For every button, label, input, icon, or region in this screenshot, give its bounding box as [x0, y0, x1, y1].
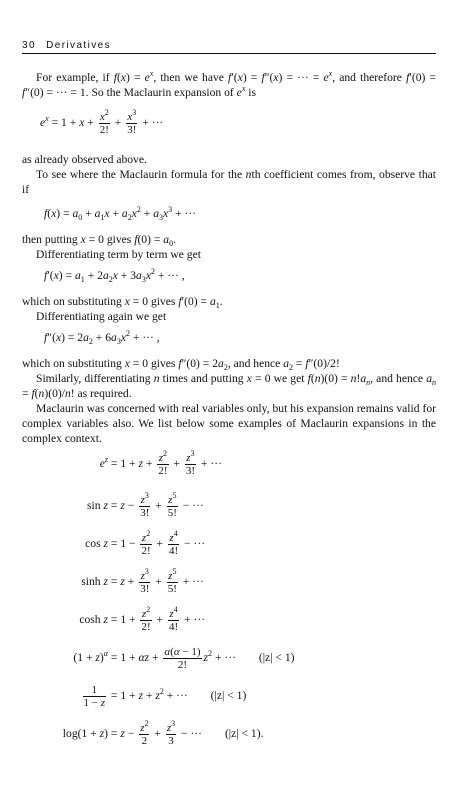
equation-second-derivative: $f''(x) = 2a_2 + 6a_3x^2$ + ··· ,: [44, 329, 160, 346]
series-sin: sin z = z − $\frac{z^3}{3!}$ + $\frac{z^5}{5!}$ − ···: [87, 491, 204, 519]
equation-exp-series: $e^x = 1 + x$ + $\frac{x^2}{2!}$ + $\frac{x^3}{3!}$ + ···: [40, 108, 164, 136]
series-exp-z: $e^z = 1 + z$ + $\frac{z^2}{2!}$ + $\frac{z^3}{3!}$ + ···: [99, 449, 222, 477]
condition-log: (|z| < 1).: [224, 727, 264, 741]
series-geometric: $\frac{1}{1 - z}$ = $1 + z + z^2$ + ··· (|z| < 1): [83, 684, 247, 709]
series-cos: cos z = 1 − $\frac{z^2}{2!}$ + $\frac{z^4}{4!}$ − ···: [85, 529, 206, 557]
condition-geometric: (|z| < 1): [210, 689, 247, 703]
series-sinh: sinh z = z + $\frac{z^3}{3!}$ + $\frac{z^5}{5!}$ + ···: [81, 567, 204, 595]
paragraph-nth-coefficient: To see where the Maclaurin formula for the nth coefficient comes from, observe that if: [22, 168, 436, 196]
condition-binomial: (|z| < 1): [258, 651, 295, 665]
chapter-title: Derivatives: [46, 40, 111, 51]
equation-power-series: $f(x) = a_0 + a_1x + a_2x^2 + a_3x^3$ + ···: [44, 205, 197, 222]
paragraph-complex-context: Maclaurin was concerned with real variables only, but his expansion remains valid for complex variables also. We list below some examples of Maclaurin expansions in the complex context.: [22, 402, 436, 445]
paragraph-putting-zero: then putting x = 0 gives $f(0) = a_0$.: [22, 233, 176, 248]
series-log: log(1 + z) = z − $\frac{z^2}{2}$ + $\frac{z^3}{3}$ − ··· (|z| < 1).: [62, 719, 264, 747]
paragraph-similarly: Similarly, differentiating n times and putting x = 0 we get $f(n)(0) = n!a_n$, and hence $a_n = f(n)(0)/n$! as required.: [22, 372, 437, 400]
math-ex-def: f: [113, 71, 117, 84]
series-binomial: $(1 + z)^\alpha = 1 + \alpha z$ + $\frac{\alpha(\alpha - 1)}{2!}$ $z^2$ + ··· (|z| < 1): [73, 646, 295, 671]
paragraph-subst-second: which on substituting x = 0 gives $f''(0) = 2a_2$, and hence $a_2 = f''(0)/2$!: [22, 357, 340, 372]
running-header: [22, 38, 436, 53]
page-number: 30: [22, 40, 36, 51]
equation-first-derivative: $f'(x) = a_1 + 2a_2x + 3a_3x^2$ + ··· ,: [44, 267, 185, 284]
paragraph-example: For example, if $f(x) = e^x$, then we have f′(x) = f″(x) = ··· = $e^x$, and therefore f′(0) = f″(0) = ··· = 1. So the Maclaurin expansion of $e^x$ is: [22, 69, 437, 99]
paragraph-diff-again: Differentiating again we get: [36, 310, 167, 323]
math-ex-derivs: f′(x) = f″(x) = ··· = $e^x$: [228, 69, 333, 84]
paragraph-observed: as already observed above.: [22, 153, 147, 166]
paragraph-subst-first: which on substituting x = 0 gives $f'(0) = a_1$.: [22, 295, 223, 310]
series-cosh: cosh z = 1 + $\frac{z^2}{2!}$ + $\frac{z^4}{4!}$ + ···: [79, 605, 206, 633]
paragraph-diff-term: Differentiating term by term we get: [36, 248, 201, 261]
header-rule: [22, 53, 436, 54]
math-ex-at0: f′(0) = f″(0) = ··· = 1: [22, 71, 437, 99]
